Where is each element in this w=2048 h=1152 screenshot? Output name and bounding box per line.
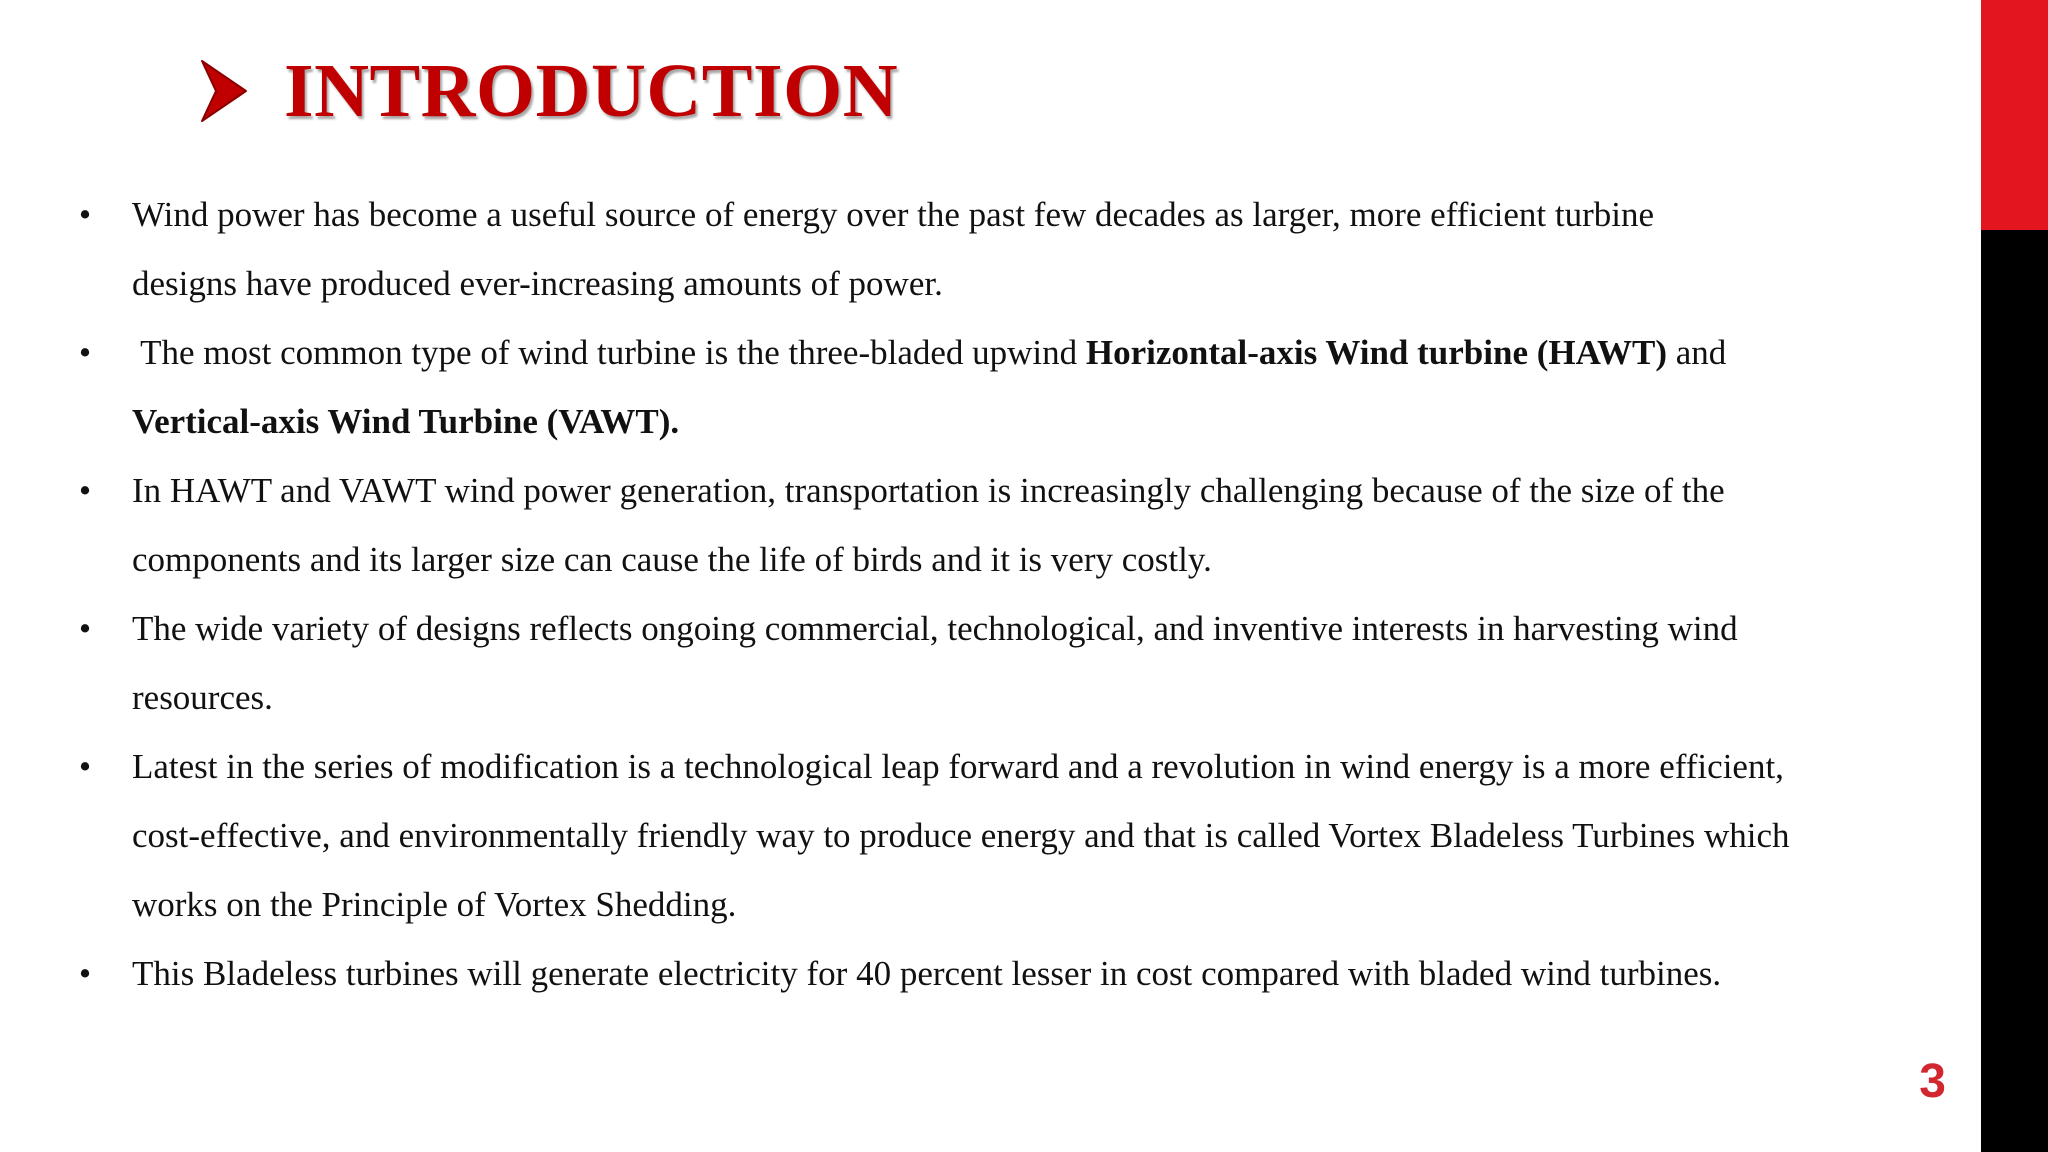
bullet-marker: • bbox=[78, 333, 92, 372]
bullet-marker: • bbox=[78, 609, 92, 648]
arrowhead-shape bbox=[202, 61, 246, 121]
bullet-line: This Bladeless turbines will generate electricity for 40 percent lesser in cost compared with bladed wind turbines. bbox=[132, 954, 1722, 993]
bullet-line: In HAWT and VAWT wind power generation, transportation is increasingly challenging because of the size of the bbox=[132, 471, 1725, 510]
bullet-line: Wind power has become a useful source of energy over the past few decades as larger, more efficient turbine bbox=[132, 195, 1655, 234]
slide-title: INTRODUCTION bbox=[284, 49, 899, 133]
bullet-line: Latest in the series of modification is a technological leap forward and a revolution in wind energy is a more efficient, bbox=[132, 747, 1784, 786]
bullet-text: The most common type of wind turbine is the three-bladed upwind bbox=[132, 333, 1086, 372]
bullet-line bbox=[132, 318, 1920, 387]
bullet-marker: • bbox=[78, 954, 92, 993]
vawt-term: Vertical-axis Wind Turbine (VAWT). bbox=[132, 402, 680, 441]
bullet-marker: • bbox=[78, 195, 92, 234]
bullet-line: cost-effective, and environmentally friendly way to produce energy and that is called Vortex Bladeless Turbines which bbox=[132, 816, 1790, 855]
bullet-text: and bbox=[1667, 333, 1727, 372]
bullet-list bbox=[70, 180, 1920, 1008]
bullet-line: The wide variety of designs reflects ongoing commercial, technological, and inventive interests in harvesting wind bbox=[132, 609, 1738, 648]
bullet-item-2 bbox=[70, 318, 1920, 456]
bullet-item-6 bbox=[70, 939, 1920, 1008]
title-row bbox=[200, 46, 898, 136]
bullet-item-4 bbox=[70, 594, 1920, 732]
bullet-item-3 bbox=[70, 456, 1920, 594]
bullet-line: components and its larger size can cause the life of birds and it is very costly. bbox=[132, 540, 1212, 579]
page-number: 3 bbox=[1919, 1055, 1946, 1108]
bullet-line: works on the Principle of Vortex Shedding. bbox=[132, 885, 737, 924]
bullet-item-1 bbox=[70, 180, 1920, 318]
bullet-marker: • bbox=[78, 747, 92, 786]
bullet-line: resources. bbox=[132, 678, 273, 717]
bullet-item-5 bbox=[70, 732, 1920, 939]
hawt-term: Horizontal-axis Wind turbine (HAWT) bbox=[1085, 333, 1668, 372]
bullet-marker: • bbox=[78, 471, 92, 510]
arrowhead-bullet-icon bbox=[200, 59, 248, 123]
bullet-line: designs have produced ever-increasing amounts of power. bbox=[132, 264, 943, 303]
side-bar-red bbox=[1981, 0, 2048, 230]
